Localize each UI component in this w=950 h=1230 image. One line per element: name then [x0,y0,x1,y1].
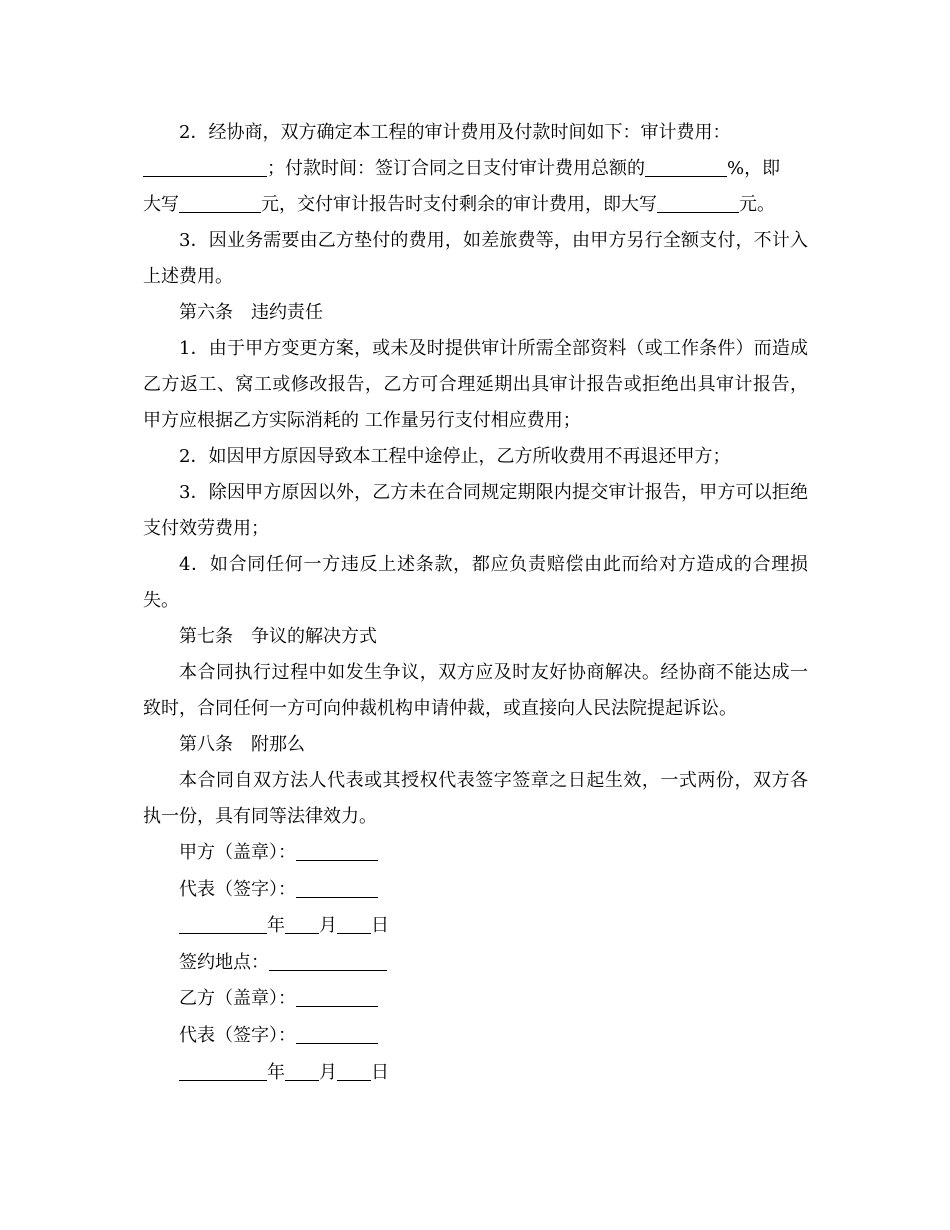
date-day-label: 日 [371,915,389,937]
date-month-label: 月 [319,915,337,937]
audit-fee-blank [143,156,267,177]
party-a-day-blank [337,913,371,934]
party-b-date-line [143,1055,808,1092]
clause7-number: 第七条 [179,626,233,647]
signing-place-blank [269,950,387,971]
remaining-payment-amount-blank [657,192,739,213]
party-b-seal-blank [296,986,378,1007]
party-b-rep-label: 代表（签字）： [179,1024,296,1046]
clause5-item2-text-2: ；付款时间：签订合同之日支付审计费用总额的 [267,158,645,179]
party-b-seal-line [143,981,808,1018]
document-body [143,115,808,1091]
signing-place-line [143,945,808,982]
party-a-date-line [143,908,808,945]
party-a-seal-blank [296,840,378,861]
clause5-item2-text-4: 大写 [143,194,179,215]
clause8-number: 第八条 [179,734,233,755]
party-a-year-blank [179,913,267,934]
clause5-item2-line2 [143,151,808,187]
party-b-month-blank [285,1060,319,1081]
clause5-item2-text-5: 元，交付审计报告时支付剩余的审计费用，即大写 [261,194,657,215]
date-year-label-b: 年 [267,1061,285,1083]
clause5-item2-text-3: %，即 [727,158,781,179]
clause5-item3: 3．因业务需要由乙方垫付的费用，如差旅费等，由甲方另行全额支付，不计入上述费用。 [143,230,808,287]
payment-percent-blank [645,156,727,177]
date-month-label-b: 月 [319,1061,337,1083]
clause8-body: 本合同自双方法人代表或其授权代表签字签章之日起生效，一式两份，双方各执一份，具有同等法律效力。 [143,770,808,827]
party-a-month-blank [285,913,319,934]
clause7-heading: 争议的解决方式 [251,626,377,647]
party-b-rep-line [143,1018,808,1055]
party-b-seal-label: 乙方（盖章）： [179,988,296,1010]
date-year-label: 年 [267,915,285,937]
clause5-item2-text-1: 2．经协商，双方确定本工程的审计费用及付款时间如下：审计费用： [179,122,731,143]
clause7-body: 本合同执行过程中如发生争议，双方应及时友好协商解决。经协商不能达成一致时，合同任何一方可向仲裁机构申请仲裁，或直接向人民法院提起诉讼。 [143,662,808,719]
date-day-label-b: 日 [371,1061,389,1083]
party-a-rep-label: 代表（签字）： [179,878,296,900]
party-a-rep-blank [296,877,378,898]
party-b-rep-blank [296,1023,378,1044]
clause6-heading: 违约责任 [251,302,323,323]
party-a-rep-line [143,872,808,909]
clause5-item2-text-6: 元。 [739,194,775,215]
clause6-title [143,295,808,331]
signing-place-label: 签约地点： [179,951,269,973]
clause5-item2-line3 [143,187,808,223]
clause6-number: 第六条 [179,302,233,323]
clause8-heading: 附那么 [251,734,305,755]
clause6-item-1: 1．由于甲方变更方案，或未及时提供审计所需全部资料（或工作条件）而造成乙方返工、窝工或修改报告，乙方可合理延期出具审计报告或拒绝出具审计报告，甲方应根据乙方实际消耗的 工作量另行支付相应费用； [143,338,808,431]
first-payment-amount-blank [179,192,261,213]
party-a-seal-label: 甲方（盖章）： [179,842,296,863]
clause7-title [143,619,808,655]
clause6-item-4: 4．如合同任何一方违反上述条款，都应负责赔偿由此而给对方造成的合理损失。 [143,554,808,611]
clause6-item-2: 2．如因甲方原因导致本工程中途停止，乙方所收费用不再退还甲方； [179,446,731,467]
party-b-day-blank [337,1060,371,1081]
party-a-seal-line [143,835,808,872]
party-b-year-blank [179,1060,267,1081]
clause6-item-3: 3．除因甲方原因以外，乙方未在合同规定期限内提交审计报告，甲方可以拒绝支付效劳费用； [143,482,808,539]
clause8-title [143,727,808,763]
clause5-item2-line1 [143,115,808,151]
